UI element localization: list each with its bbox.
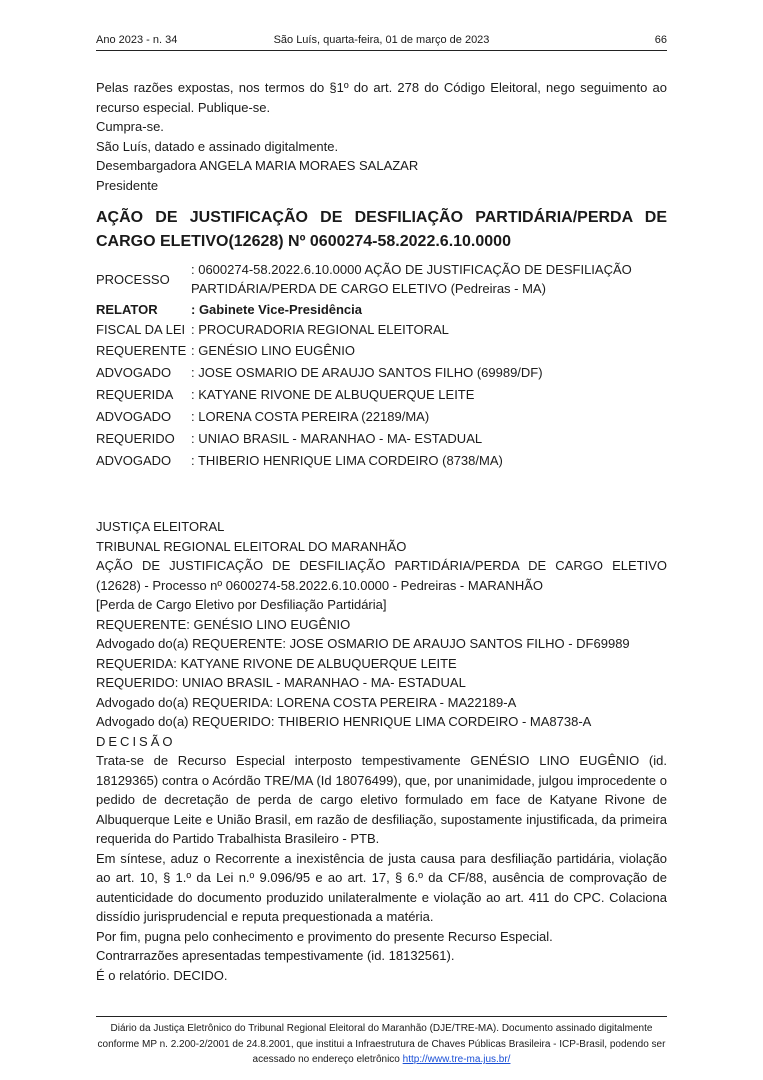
signatory-name: Desembargadora ANGELA MARIA MORAES SALAZAR (96, 158, 419, 173)
meta-value: : PROCURADORIA REGIONAL ELEITORAL (191, 322, 449, 337)
meta-value: : Gabinete Vice-Presidência (191, 301, 362, 317)
header-date: São Luís, quarta-feira, 01 de março de 2023 (273, 34, 490, 46)
document-content (96, 78, 667, 985)
body-paragraph: Em síntese, aduz o Recorrente a inexistência de justa causa para desfiliação partidária, violação ao art. 10, § 1.º da Lei n.º 9.096/95 e ao art. 17, § 6.º da CF/88, ausência de comprovação de autenticidade do documento produzido unilateralmente e violação ao art. 411 do CPC. Colaciona dissídio jurisprudencial e reputa prequestionada a matéria. (96, 850, 667, 924)
meta-row (96, 427, 667, 449)
decision-heading: DECISÃO (96, 733, 176, 749)
footer-text: Diário da Justiça Eletrônico do Tribunal Regional Eleitoral do Maranhão (DJE/TRE-MA). Documento assinado digitalmente conforme MP n. 2.200-2/2001 de 24.8.2001, que institui a Infraestrutura de Chaves Públicas Brasileira - ICP-Brasil, podendo ser acessado no endereço eletrônico (97, 1023, 666, 1065)
meta-key: ADVOGADO (96, 364, 172, 380)
section-title: AÇÃO DE JUSTIFICAÇÃO DE DESFILIAÇÃO PARTIDÁRIA/PERDA DE CARGO ELETIVO(12628) Nº 0600274-58.2022.6.10.0000 (96, 209, 667, 250)
body-paragraph: Por fim, pugna pelo conhecimento e provimento do presente Recurso Especial. (96, 928, 553, 944)
meta-value: : THIBERIO HENRIQUE LIMA CORDEIRO (8738/MA) (191, 452, 503, 468)
meta-row (96, 361, 667, 383)
body-paragraph: Contrarrazões apresentadas tempestivamente (id. 18132561). (96, 948, 455, 963)
meta-row (96, 260, 667, 298)
body-line: REQUERENTE: GENÉSIO LINO EUGÊNIO (96, 616, 351, 632)
body-line: Advogado do(a) REQUERIDO: THIBERIO HENRIQUE LIMA CORDEIRO - MA8738-A (96, 714, 592, 729)
meta-row (96, 449, 667, 471)
page-footer (96, 1016, 667, 1068)
meta-key: REQUERIDO (96, 430, 175, 446)
meta-key: ADVOGADO (96, 408, 172, 424)
meta-row (96, 339, 667, 361)
body-line: TRIBUNAL REGIONAL ELEITORAL DO MARANHÃO (96, 538, 407, 554)
body-line: Advogado do(a) REQUERIDA: LORENA COSTA PEREIRA - MA22189-A (96, 694, 517, 710)
meta-key: ADVOGADO (96, 452, 172, 468)
issue-number: Ano 2023 - n. 34 (96, 34, 178, 46)
meta-value: : UNIAO BRASIL - MARANHAO - MA- ESTADUAL (191, 430, 483, 446)
meta-key: FISCAL DA LEI (96, 322, 186, 337)
body-paragraph: Trata-se de Recurso Especial interposto tempestivamente GENÉSIO LINO EUGÊNIO (id. 18129365) contra o Acórdão TRE/MA (Id 18076499), que, por unanimidade, julgou improcedente o pedido de decretação de perda de cargo eletivo formulado em face de Katyane Rivone de Albuquerque Leite e União Brasil, em razão de desfiliação, supostamente injustificada, da primeira requerida do Partido Trabalhista Brasileiro - PTB. (96, 753, 667, 846)
meta-row (96, 405, 667, 427)
meta-value: : GENÉSIO LINO EUGÊNIO (191, 342, 355, 358)
meta-row (96, 298, 667, 320)
intro-paragraph: Pelas razões expostas, nos termos do §1º do art. 278 do Código Eleitoral, nego seguimento ao recurso especial. Publique-se. (96, 80, 667, 115)
case-description: AÇÃO DE JUSTIFICAÇÃO DE DESFILIAÇÃO PARTIDÁRIA/PERDA DE CARGO ELETIVO (12628) - Processo nº 0600274-58.2022.6.10.0000 - Pedreiras - MARANHÃO (96, 558, 667, 593)
signatory-role: Presidente (96, 177, 159, 193)
case-metadata-table (96, 260, 667, 471)
body-line: JUSTIÇA ELEITORAL (96, 519, 225, 534)
body-line: Advogado do(a) REQUERENTE: JOSE OSMARIO DE ARAUJO SANTOS FILHO - DF69989 (96, 636, 630, 651)
meta-value: : 0600274-58.2022.6.10.0000 AÇÃO DE JUSTIFICAÇÃO DE DESFILIAÇÃO PARTIDÁRIA/PERDA DE CARGO ELETIVO (Pedreiras - MA) (191, 262, 632, 296)
body-paragraph: É o relatório. DECIDO. (96, 967, 228, 983)
meta-value: : LORENA COSTA PEREIRA (22189/MA) (191, 408, 430, 424)
meta-key: PROCESSO (96, 271, 170, 287)
body-line: REQUERIDO: UNIAO BRASIL - MARANHAO - MA- ESTADUAL (96, 675, 466, 690)
meta-row (96, 383, 667, 405)
meta-key: RELATOR (96, 301, 158, 317)
footer-link[interactable]: http://www.tre-ma.jus.br/ (402, 1054, 511, 1065)
intro-line: São Luís, datado e assinado digitalmente. (96, 138, 339, 154)
page-header (96, 34, 667, 51)
intro-line: Cumpra-se. (96, 119, 164, 134)
meta-value: : KATYANE RIVONE DE ALBUQUERQUE LEITE (191, 386, 475, 402)
meta-key: REQUERIDA (96, 386, 174, 402)
meta-value: : JOSE OSMARIO DE ARAUJO SANTOS FILHO (69989/DF) (191, 364, 543, 380)
meta-key: REQUERENTE (96, 342, 187, 358)
body-line: [Perda de Cargo Eletivo por Desfiliação Partidária] (96, 597, 387, 612)
meta-row (96, 320, 667, 339)
body-line: REQUERIDA: KATYANE RIVONE DE ALBUQUERQUE LEITE (96, 655, 457, 671)
spacer (96, 471, 667, 517)
page-number: 66 (654, 34, 667, 46)
